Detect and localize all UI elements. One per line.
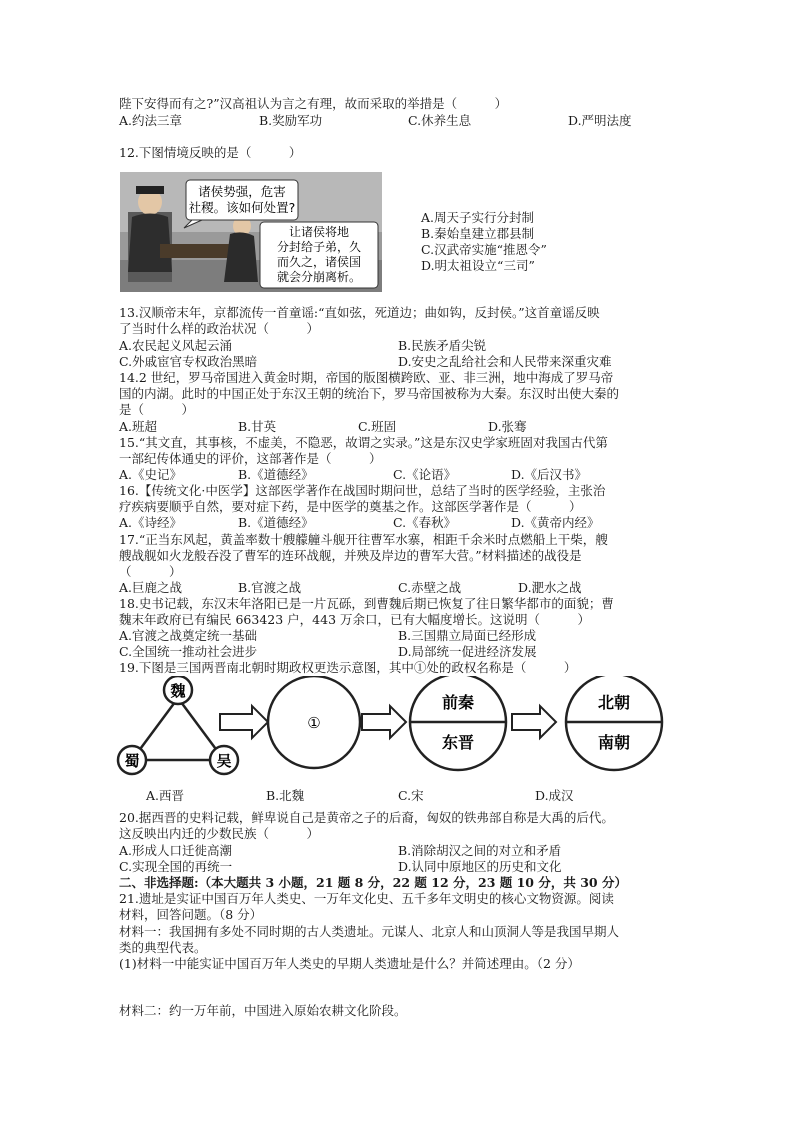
- q16-stem-line1: 16.【传统文化·中医学】这部医学著作在战国时期问世，总结了当时的医学经验，主张治: [119, 483, 606, 498]
- node-shu-label: 蜀: [124, 752, 140, 770]
- q11-option-d: D.严明法度: [568, 113, 632, 128]
- node-wu-label: 吴: [216, 752, 232, 770]
- q17-stem-line2: 艘战舰如火龙般吞没了曹军的连环战舰，并殃及岸边的曹军大营。”材料描述的战役是: [119, 548, 582, 563]
- q11-option-b: B.奖励军功: [259, 113, 323, 128]
- q13-stem-line2: 了当时什么样的政治状况（ ）: [119, 321, 320, 336]
- circle-2-bottom-label: 东晋: [441, 733, 475, 752]
- q20-option-d: D.认同中原地区的历史和文化: [398, 859, 562, 874]
- q14-option-d: D.张骞: [488, 419, 527, 434]
- q17-stem-line3: （ ）: [119, 564, 182, 579]
- q14-stem-line1: 14.2 世纪，罗马帝国进入黄金时期，帝国的版图横跨欧、亚、非三洲，地中海成了罗马帝: [119, 370, 614, 385]
- q17-stem-line1: 17.“正当东风起，黄盖率数十艘艨艟斗舰开往曹军水寨，相距千余米时点燃船上干柴，艘: [119, 532, 608, 547]
- q14-stem-line3: 是（ ）: [119, 402, 195, 417]
- q16-stem-line2: 疗疾病要顺乎自然，要对症下药，是中医学的奠基之作。这部医学著作是（ ）: [119, 499, 582, 514]
- circle-3-top-label: 北朝: [597, 693, 631, 712]
- q21-stem-line2: 材料，回答问题。（8 分）: [119, 907, 263, 922]
- q13-option-d: D.安史之乱给社会和人民带来深重灾难: [398, 354, 612, 369]
- q11-option-a: A.约法三章: [119, 113, 183, 128]
- q15-stem-line2: 一部纪传体通史的评价，这部著作是（ ）: [119, 451, 382, 466]
- q12-option-c: C.汉武帝实施“推恩令”: [421, 242, 547, 257]
- three-kingdoms-triangle: [132, 698, 224, 760]
- arrow-1: [220, 706, 268, 738]
- q12-cartoon-illustration: [120, 172, 382, 292]
- q21-stem-line1: 21.遗址是实证中国百万年人类史、一万年文化史、五千多年文明史的核心文物资源。阅读: [119, 891, 614, 906]
- q20-option-a: A.形成人口迁徙高潮: [119, 843, 233, 858]
- q20-option-b: B.消除胡汉之间的对立和矛盾: [398, 843, 562, 858]
- q20-stem-line2: 这反映出内迁的少数民族（ ）: [119, 826, 320, 841]
- q14-option-b: B.甘英: [238, 419, 277, 434]
- q19-stem: 19.下图是三国两晋南北朝时期政权更迭示意图，其中①处的政权名称是（ ）: [119, 660, 577, 675]
- circle-1-label: ①: [307, 714, 321, 732]
- q21-material1-line1: 材料一：我国拥有多处不同时期的古人类遗址。元谋人、北京人和山顶洞人等是我国早期人: [119, 924, 620, 939]
- q12-stem: 12.下图情境反映的是（ ）: [119, 145, 302, 160]
- bubble2-line4: 就会分崩离析。: [276, 270, 362, 284]
- q13-option-c: C.外戚宦官专权政治黑暗: [119, 354, 258, 369]
- q17-option-c: C.赤壁之战: [398, 580, 462, 595]
- q12-option-b: B.秦始皇建立郡县制: [421, 226, 535, 241]
- emperor-robe: [128, 214, 172, 273]
- arrow-3: [512, 706, 556, 738]
- bubble2-line3: 而久之，诸侯国: [276, 255, 362, 269]
- emperor-crown: [136, 186, 164, 194]
- q16-option-a: A.《诗经》: [119, 515, 183, 530]
- q13-option-b: B.民族矛盾尖锐: [398, 338, 487, 353]
- q16-option-c: C.《春秋》: [393, 515, 457, 530]
- q18-option-b: B.三国鼎立局面已经形成: [398, 628, 537, 643]
- q19-option-a: A.西晋: [146, 788, 185, 803]
- bubble1-line2: 社稷。该如何处置?: [188, 200, 296, 215]
- q17-option-a: A.巨鹿之战: [119, 580, 183, 595]
- q15-option-c: C.《论语》: [393, 467, 457, 482]
- section2-heading: 二、非选择题:（本大题共 3 小题，21 题 8 分，22 题 12 分，23 题 10 分，共 30 分）: [119, 875, 627, 890]
- q19-option-d: D.成汉: [535, 788, 574, 803]
- q18-stem-line1: 18.史书记载，东汉末年洛阳已是一片瓦砾，到曹魏后期已恢复了往日繁华都市的面貌；曹: [119, 596, 614, 611]
- q14-option-a: A.班超: [119, 419, 158, 434]
- bubble2-line2: 分封给子弟，久: [276, 240, 362, 254]
- q19-option-c: C.宋: [398, 788, 424, 803]
- q12-option-d: D.明太祖设立“三司”: [421, 258, 535, 273]
- q11-stem: 陛下安得而有之?”汉高祖认为言之有理，故而采取的举措是（ ）: [119, 96, 508, 111]
- q21-subquestion-1: (1)材料一中能实证中国百万年人类史的早期人类遗址是什么？并简述理由。（2 分）: [119, 956, 580, 971]
- q18-option-a: A.官渡之战奠定统一基础: [119, 628, 258, 643]
- q11-option-c: C.休养生息: [408, 113, 472, 128]
- q16-option-d: D.《黄帝内经》: [511, 515, 600, 530]
- circle-3-bottom-label: 南朝: [597, 733, 631, 752]
- q15-option-d: D.《后汉书》: [511, 467, 588, 482]
- q14-option-c: C.班固: [358, 419, 397, 434]
- circle-2-top-label: 前秦: [441, 693, 475, 712]
- q18-stem-line2: 魏末年政府已有编民 663423 户，443 万余口，已有大幅度增长。这说明（ ）: [119, 612, 590, 627]
- node-wei-label: 魏: [170, 682, 186, 700]
- q15-option-b: B.《道德经》: [238, 467, 314, 482]
- q18-option-c: C.全国统一推动社会进步: [119, 644, 258, 659]
- q12-option-a: A.周天子实行分封制: [421, 210, 535, 225]
- q20-option-c: C.实现全国的再统一: [119, 859, 233, 874]
- bubble2-line1: 让诸侯将地: [288, 225, 350, 239]
- q13-option-a: A.农民起义风起云涌: [119, 338, 233, 353]
- q19-option-b: B.北魏: [266, 788, 305, 803]
- q13-stem-line1: 13.汉顺帝末年，京都流传一首童谣:“直如弦，死道边；曲如钩，反封侯。”这首童谣反映: [119, 305, 600, 320]
- arrow-2: [362, 706, 406, 738]
- q17-option-b: B.官渡之战: [238, 580, 302, 595]
- q19-regime-succession-diagram: [112, 676, 682, 788]
- q17-option-d: D.淝水之战: [518, 580, 582, 595]
- q16-option-b: B.《道德经》: [238, 515, 314, 530]
- q21-material2: 材料二：约一万年前，中国进入原始农耕文化阶段。: [119, 1003, 407, 1018]
- q18-option-d: D.局部统一促进经济发展: [398, 644, 537, 659]
- q21-material1-line2: 类的典型代表。: [119, 940, 207, 955]
- q20-stem-line1: 20.据西晋的史料记载，鲜卑说自己是黄帝之子的后裔，匈奴的铁弗部自称是大禹的后代。: [119, 810, 614, 825]
- bubble1-line1: 诸侯势强，危害: [198, 184, 286, 199]
- q15-stem-line1: 15.“其文直，其事核，不虚美，不隐恶，故谓之实录。”这是东汉史学家班固对我国古代第: [119, 435, 608, 450]
- q15-option-a: A.《史记》: [119, 467, 183, 482]
- q14-stem-line2: 国的内湖。此时的中国正处于东汉王朝的统治下，罗马帝国被称为大秦。东汉时出使大秦的: [119, 386, 620, 401]
